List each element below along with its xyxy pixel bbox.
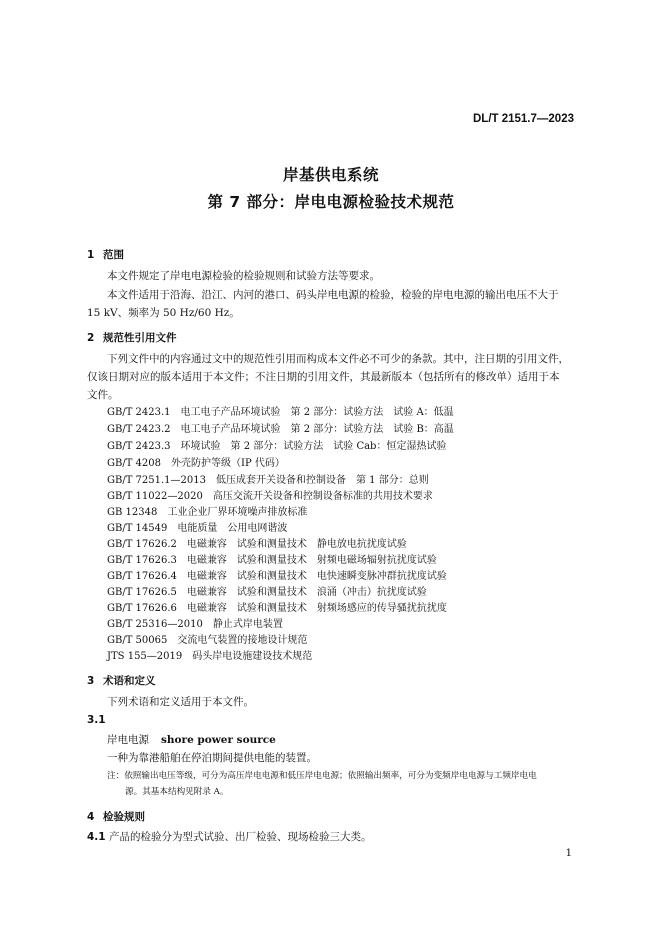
section-2-paragraph-line-1: 下列文件中的内容通过文中的规范性引用而构成本文件必不可少的条款。其中，注日期的引用文件， xyxy=(107,353,569,365)
term-entry xyxy=(107,732,276,747)
subsection-4-1 xyxy=(87,829,372,844)
section-title: 规范性引用文件 xyxy=(103,332,177,344)
section-3-heading xyxy=(87,673,156,688)
page-number: 1 xyxy=(565,848,572,859)
term-chinese: 岸电电源 xyxy=(107,734,149,746)
reference-item: JTS 155—2019 码头岸电设施建设技术规范 xyxy=(107,651,313,662)
section-3-paragraph: 下列术语和定义适用于本文件。 xyxy=(107,696,254,708)
section-number: 3 xyxy=(87,675,95,687)
reference-item: GB/T 7251.1—2013 低压成套开关设备和控制设备 第 1 部分：总则 xyxy=(107,475,429,486)
section-number: 1 xyxy=(87,249,95,261)
reference-item: GB/T 25316—2010 静止式岸电装置 xyxy=(107,619,283,630)
reference-item: GB/T 2423.1 电工电子产品环境试验 第 2 部分：试验方法 试验 A：低温 xyxy=(107,407,454,418)
section-number: 4 xyxy=(87,811,95,823)
subsection-number: 4.1 xyxy=(87,831,106,843)
reference-item: GB/T 17626.6 电磁兼容 试验和测量技术 射频场感应的传导骚扰抗扰度 xyxy=(107,603,447,614)
reference-item: GB/T 2423.3 环境试验 第 2 部分：试验方法 试验 Cab：恒定湿热试验 xyxy=(107,441,447,452)
reference-item: GB/T 4208 外壳防护等级（IP 代码） xyxy=(107,458,285,469)
term-note-line-1: 注：依照输出电压等级，可分为高压岸电电源和低压岸电电源；依照输出频率，可分为变频岸电电源与工频岸电电 xyxy=(107,771,537,781)
reference-item: GB 12348 工业企业厂界环境噪声排放标准 xyxy=(107,507,308,518)
document-title-sub: 第 7 部分：岸电电源检验技术规范 xyxy=(207,193,455,211)
reference-item: GB/T 14549 电能质量 公用电网谐波 xyxy=(107,523,288,534)
reference-item: GB/T 17626.5 电磁兼容 试验和测量技术 浪涌（冲击）抗扰度试验 xyxy=(107,587,427,598)
section-2-paragraph-line-3: 文件。 xyxy=(87,389,119,401)
section-4-heading xyxy=(87,809,145,824)
reference-item: GB/T 17626.4 电磁兼容 试验和测量技术 电快速瞬变脉冲群抗扰度试验 xyxy=(107,571,447,582)
document-code: DL/T 2151.7—2023 xyxy=(472,113,574,125)
reference-item: GB/T 50065 交流电气装置的接地设计规范 xyxy=(107,635,308,646)
section-number: 2 xyxy=(87,332,95,344)
section-1-paragraph-2-line-2: 15 kV、频率为 50 Hz/60 Hz。 xyxy=(87,307,240,319)
document-title-main: 岸基供电系统 xyxy=(282,166,379,184)
section-2-heading xyxy=(87,330,177,345)
term-definition: 一种为靠港船舶在停泊期间提供电能的装置。 xyxy=(107,752,317,764)
term-note-line-2: 源。其基本结构见附录 A。 xyxy=(125,787,229,797)
reference-item: GB/T 17626.3 电磁兼容 试验和测量技术 射频电磁场辐射抗扰度试验 xyxy=(107,555,437,566)
section-title: 范围 xyxy=(103,249,124,261)
section-title: 检验规则 xyxy=(103,811,145,823)
section-1-paragraph-1: 本文件规定了岸电电源检验的检验规则和试验方法等要求。 xyxy=(107,270,380,282)
subsection-text: 产品的检验分为型式试验、出厂检验、现场检验三大类。 xyxy=(109,831,372,843)
section-2-paragraph-line-2: 仅该日期对应的版本适用于本文件；不注日期的引用文件，其最新版本（包括所有的修改单）适用于本 xyxy=(87,371,560,383)
section-1-paragraph-2-line-1: 本文件适用于沿海、沿江、内河的港口、码头岸电电源的检验，检验的岸电电源的输出电压不大于 xyxy=(107,289,559,301)
reference-item: GB/T 11022—2020 高压交流开关设备和控制设备标准的共用技术要求 xyxy=(107,491,433,502)
section-title: 术语和定义 xyxy=(103,675,156,687)
term-english: shore power source xyxy=(161,734,276,746)
section-1-heading xyxy=(87,247,124,262)
reference-item: GB/T 17626.2 电磁兼容 试验和测量技术 静电放电抗扰度试验 xyxy=(107,539,407,550)
subsection-3-1-number: 3.1 xyxy=(87,714,106,726)
reference-item: GB/T 2423.2 电工电子产品环境试验 第 2 部分：试验方法 试验 B：高温 xyxy=(107,424,454,435)
